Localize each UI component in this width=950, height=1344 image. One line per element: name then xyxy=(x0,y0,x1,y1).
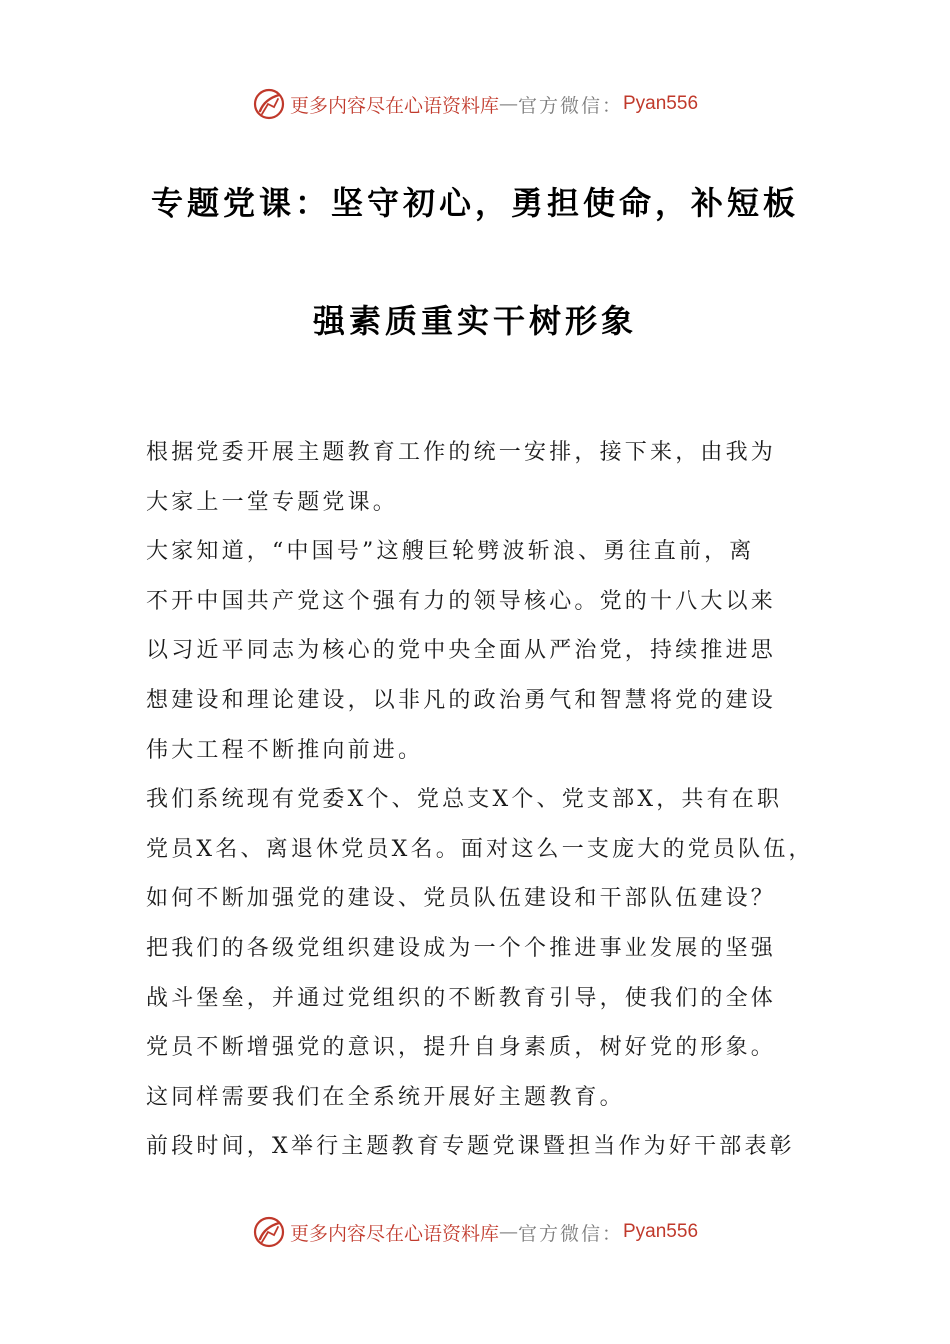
body-line: 把我们的各级党组织建设成为一个个推进事业发展的坚强 xyxy=(146,935,777,961)
watermark-wechat-id: Pyan556 xyxy=(623,93,699,114)
body-line: 大家知道，“中国号”这艘巨轮劈波斩浪、勇往直前，离 xyxy=(146,539,755,565)
watermark-dash: — xyxy=(498,1221,518,1243)
body-line: 想建设和理论建设，以非凡的政治勇气和智慧将党的建设 xyxy=(146,687,777,713)
watermark-text-main: 更多内容尽在心语资料库 xyxy=(289,94,499,117)
footer-watermark xyxy=(0,1212,950,1252)
header-watermark xyxy=(0,84,950,124)
body-line: 如何不断加强党的建设、党员队伍建设和干部队伍建设？ xyxy=(146,886,777,912)
body-line: 根据党委开展主题教育工作的统一安排，接下来，由我为 xyxy=(146,440,777,465)
document-body xyxy=(146,428,826,1172)
watermark-wechat-id: Pyan556 xyxy=(623,1221,699,1242)
body-line: 党员不断增强党的意识，提升自身素质，树好党的形象。 xyxy=(146,1035,777,1061)
body-line: 大家上一堂专题党课。 xyxy=(146,489,399,515)
watermark-text-wechat: 官方微信： xyxy=(517,1222,623,1245)
body-line: 伟大工程不断推向前进。 xyxy=(146,737,424,763)
body-line: 战斗堡垒，并通过党组织的不断教育引导，使我们的全体 xyxy=(146,985,777,1011)
watermark-text-wechat: 官方微信： xyxy=(517,94,623,117)
body-line: 我们系统现有党委X个、党总支X个、党支部X，共有在职 xyxy=(146,787,783,813)
body-line: 不开中国共产党这个强有力的领导核心。党的十八大以来 xyxy=(146,588,777,614)
watermark-dash: — xyxy=(498,93,518,115)
pen-signature-logo-icon xyxy=(252,87,286,121)
body-line: 这同样需要我们在全系统开展好主题教育。 xyxy=(146,1084,625,1110)
body-line: 前段时间，X举行主题教育专题党课暨担当作为好干部表彰 xyxy=(146,1134,795,1160)
body-line: 党员X名、离退休党员X名。面对这么一支庞大的党员队伍， xyxy=(146,836,814,862)
document-title-line-1: 专题党课：坚守初心，勇担使命，补短板 xyxy=(150,184,799,222)
watermark-text-main: 更多内容尽在心语资料库 xyxy=(289,1222,499,1245)
document-title-line-2: 强素质重实干树形象 xyxy=(312,302,637,340)
body-line: 以习近平同志为核心的党中央全面从严治党，持续推进思 xyxy=(146,638,777,664)
pen-signature-logo-icon xyxy=(252,1215,286,1249)
